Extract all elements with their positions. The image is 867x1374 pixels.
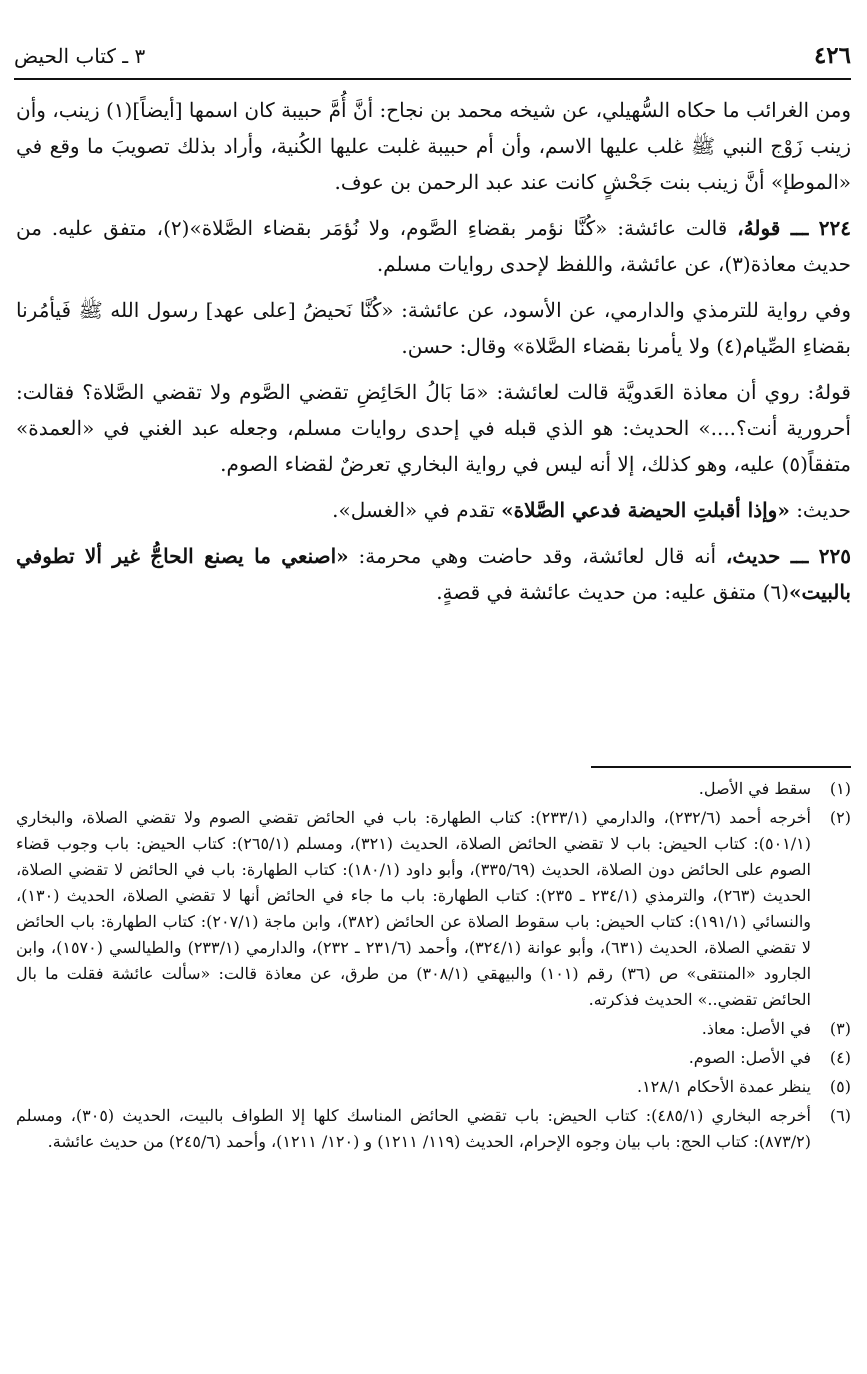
footnote-separator [591, 766, 851, 768]
footnote-number: (٢) [829, 808, 851, 827]
footnote: (٣) في الأصل: معاذ. [16, 1016, 851, 1042]
paragraph: ومن الغرائب ما حكاه السُّهيلي، عن شيخه محمد بن نجاح: أنَّ أُمَّ حبيبة كان اسمها [أيضاً](١) زينب، وأن زينب زَوْج النبي ﷺ غلب عليها الاسم، وأن أم حبيبة غلبت عليها الكُنية، وأراد بذلك تصويبَ ما وقع في «الموطإ» أنَّ زينب بنت جَحْشٍ كانت عند عبد الرحمن بن عوف. [16, 98, 851, 194]
footnote-number: (٥) [829, 1077, 851, 1096]
page-number: ٤٢٦ [813, 42, 851, 69]
paragraph-hadith-225: ٢٢٥ ـــ حديث، أنه قال لعائشة، وقد حاضت وهي محرمة: «اصنعي ما يصنع الحاجُّ غير ألا تطوفي بالبيت»(٦) متفق عليه: من حديث عائشة في قصةٍ. [16, 544, 851, 604]
paragraph: وفي رواية للترمذي والدارمي، عن الأسود، عن عائشة: «كُنَّا نَحيضُ [على عهد] رسول الله ﷺ فَيأمُرنا بقضاءِ الصِّيام(٤) ولا يأمرنا بقضاء الصَّلاة» وقال: حسن. [16, 298, 851, 358]
footnote-number: (٦) [829, 1106, 851, 1125]
hadith-number: ٢٢٥ ـــ حديث، [725, 544, 851, 568]
chapter-title: ٣ ـ كتاب الحيض [14, 44, 146, 68]
hadith-number: ٢٢٤ ـــ قولهُ، [737, 216, 852, 240]
footnote-number: (٣) [829, 1019, 851, 1038]
footnote: (٥) ينظر عمدة الأحكام ١٢٨/١. [16, 1074, 851, 1100]
footnote-number: (١) [829, 779, 851, 798]
footnote: (٤) في الأصل: الصوم. [16, 1045, 851, 1071]
bold-quote: «وإذا أقبلتِ الحيضة فدعي الصَّلاة» [501, 498, 790, 522]
footnote: (٦) أخرجه البخاري (٤٨٥/١): كتاب الحيض: باب تقضي الحائض المناسك كلها إلا الطواف بالبيت، الحديث (٣٠٥)، ومسلم (٨٧٣/٢): كتاب الحج: باب بيان وجوه الإحرام، الحديث (١١٩/ ١٢١١) و (١٢٠/ ١٢١١)، وأحمد (٢٤٥/٦) من حديث عائشة. [16, 1103, 851, 1155]
page-header [14, 38, 851, 80]
footnote: (٢) أخرجه أحمد (٢٣٢/٦)، والدارمي (٢٣٣/١): كتاب الطهارة: باب في الحائض تقضي الصوم ولا تقضي الصلاة، والبخاري (٥٠١/١): كتاب الحيض: باب لا تقضي الحائض الصلاة، الحديث (٣٢١)، ومسلم (٢٦٥/١): كتاب الحيض: باب وجوب قضاء الصوم على الحائض دون الصلاة، الحديث (٣٣٥/٦٩)، وأبو داود (١٨٠/١): كتاب الطهارة: باب في الحائض لا تقضي الصلاة، الحديث (٢٦٣)، والترمذي (٢٣٤/١ ـ ٢٣٥): كتاب الطهارة: باب ما جاء في الحائض أنها لا تقضي الصلاة، الحديث (١٣٠)، والنسائي (١٩١/١): كتاب الحيض: باب سقوط الصلاة عن الحائض (٣٨٢)، وابن ماجة (٢٠٧/١): كتاب الطهارة: باب الحائض لا تقضي الصلاة، الحديث (٦٣١)، وأبو عوانة (٣٢٤/١)، وأحمد (٢٣١/٦ ـ ٢٣٢)، والدارمي (٢٣٣/١) والطيالسي (١٥٧٠)، وابن الجارود «المنتقى» ص (٣٦) رقم (١٠١) والبيهقي (٣٠٨/١) من طرق، عن معاذة قالت: «سألت عائشة فقلت ما بال الحائض تقضي..» الحديث فذكرته. [16, 805, 851, 1013]
footnotes [16, 776, 851, 1158]
bold-quote: «اصنعي ما يصنع الحاجُّ غير ألا تطوفي بالبيت» [16, 544, 851, 604]
paragraph: حديث: «وإذا أقبلتِ الحيضة فدعي الصَّلاة» تقدم في «الغسل». [332, 498, 851, 522]
main-text [16, 92, 851, 620]
footnote: (١) سقط في الأصل. [16, 776, 851, 802]
paragraph-hadith-224: ٢٢٤ ـــ قولهُ، قالت عائشة: «كُنَّا نؤمر بقضاءِ الصَّوم، ولا نُؤمَر بقضاء الصَّلاة»(٢)، متفق عليه. من حديث معاذة(٣)، عن عائشة، واللفظ لإحدى روايات مسلم. [16, 216, 852, 276]
paragraph: قولهُ: روي أن معاذة العَدويَّة قالت لعائشة: «مَا بَالُ الحَائِضِ تقضي الصَّوم ولا تقضي الصَّلاة؟ فقالت: أحرورية أنت؟....» الحديث: هو الذي قبله في إحدى روايات مسلم، وجعله عبد الغني في «العمدة» متفقاً(٥) عليه، وهو كذلك، إلا أنه ليس في رواية البخاري تعرضٌ لقضاء الصوم. [16, 380, 851, 476]
footnote-number: (٤) [829, 1048, 851, 1067]
